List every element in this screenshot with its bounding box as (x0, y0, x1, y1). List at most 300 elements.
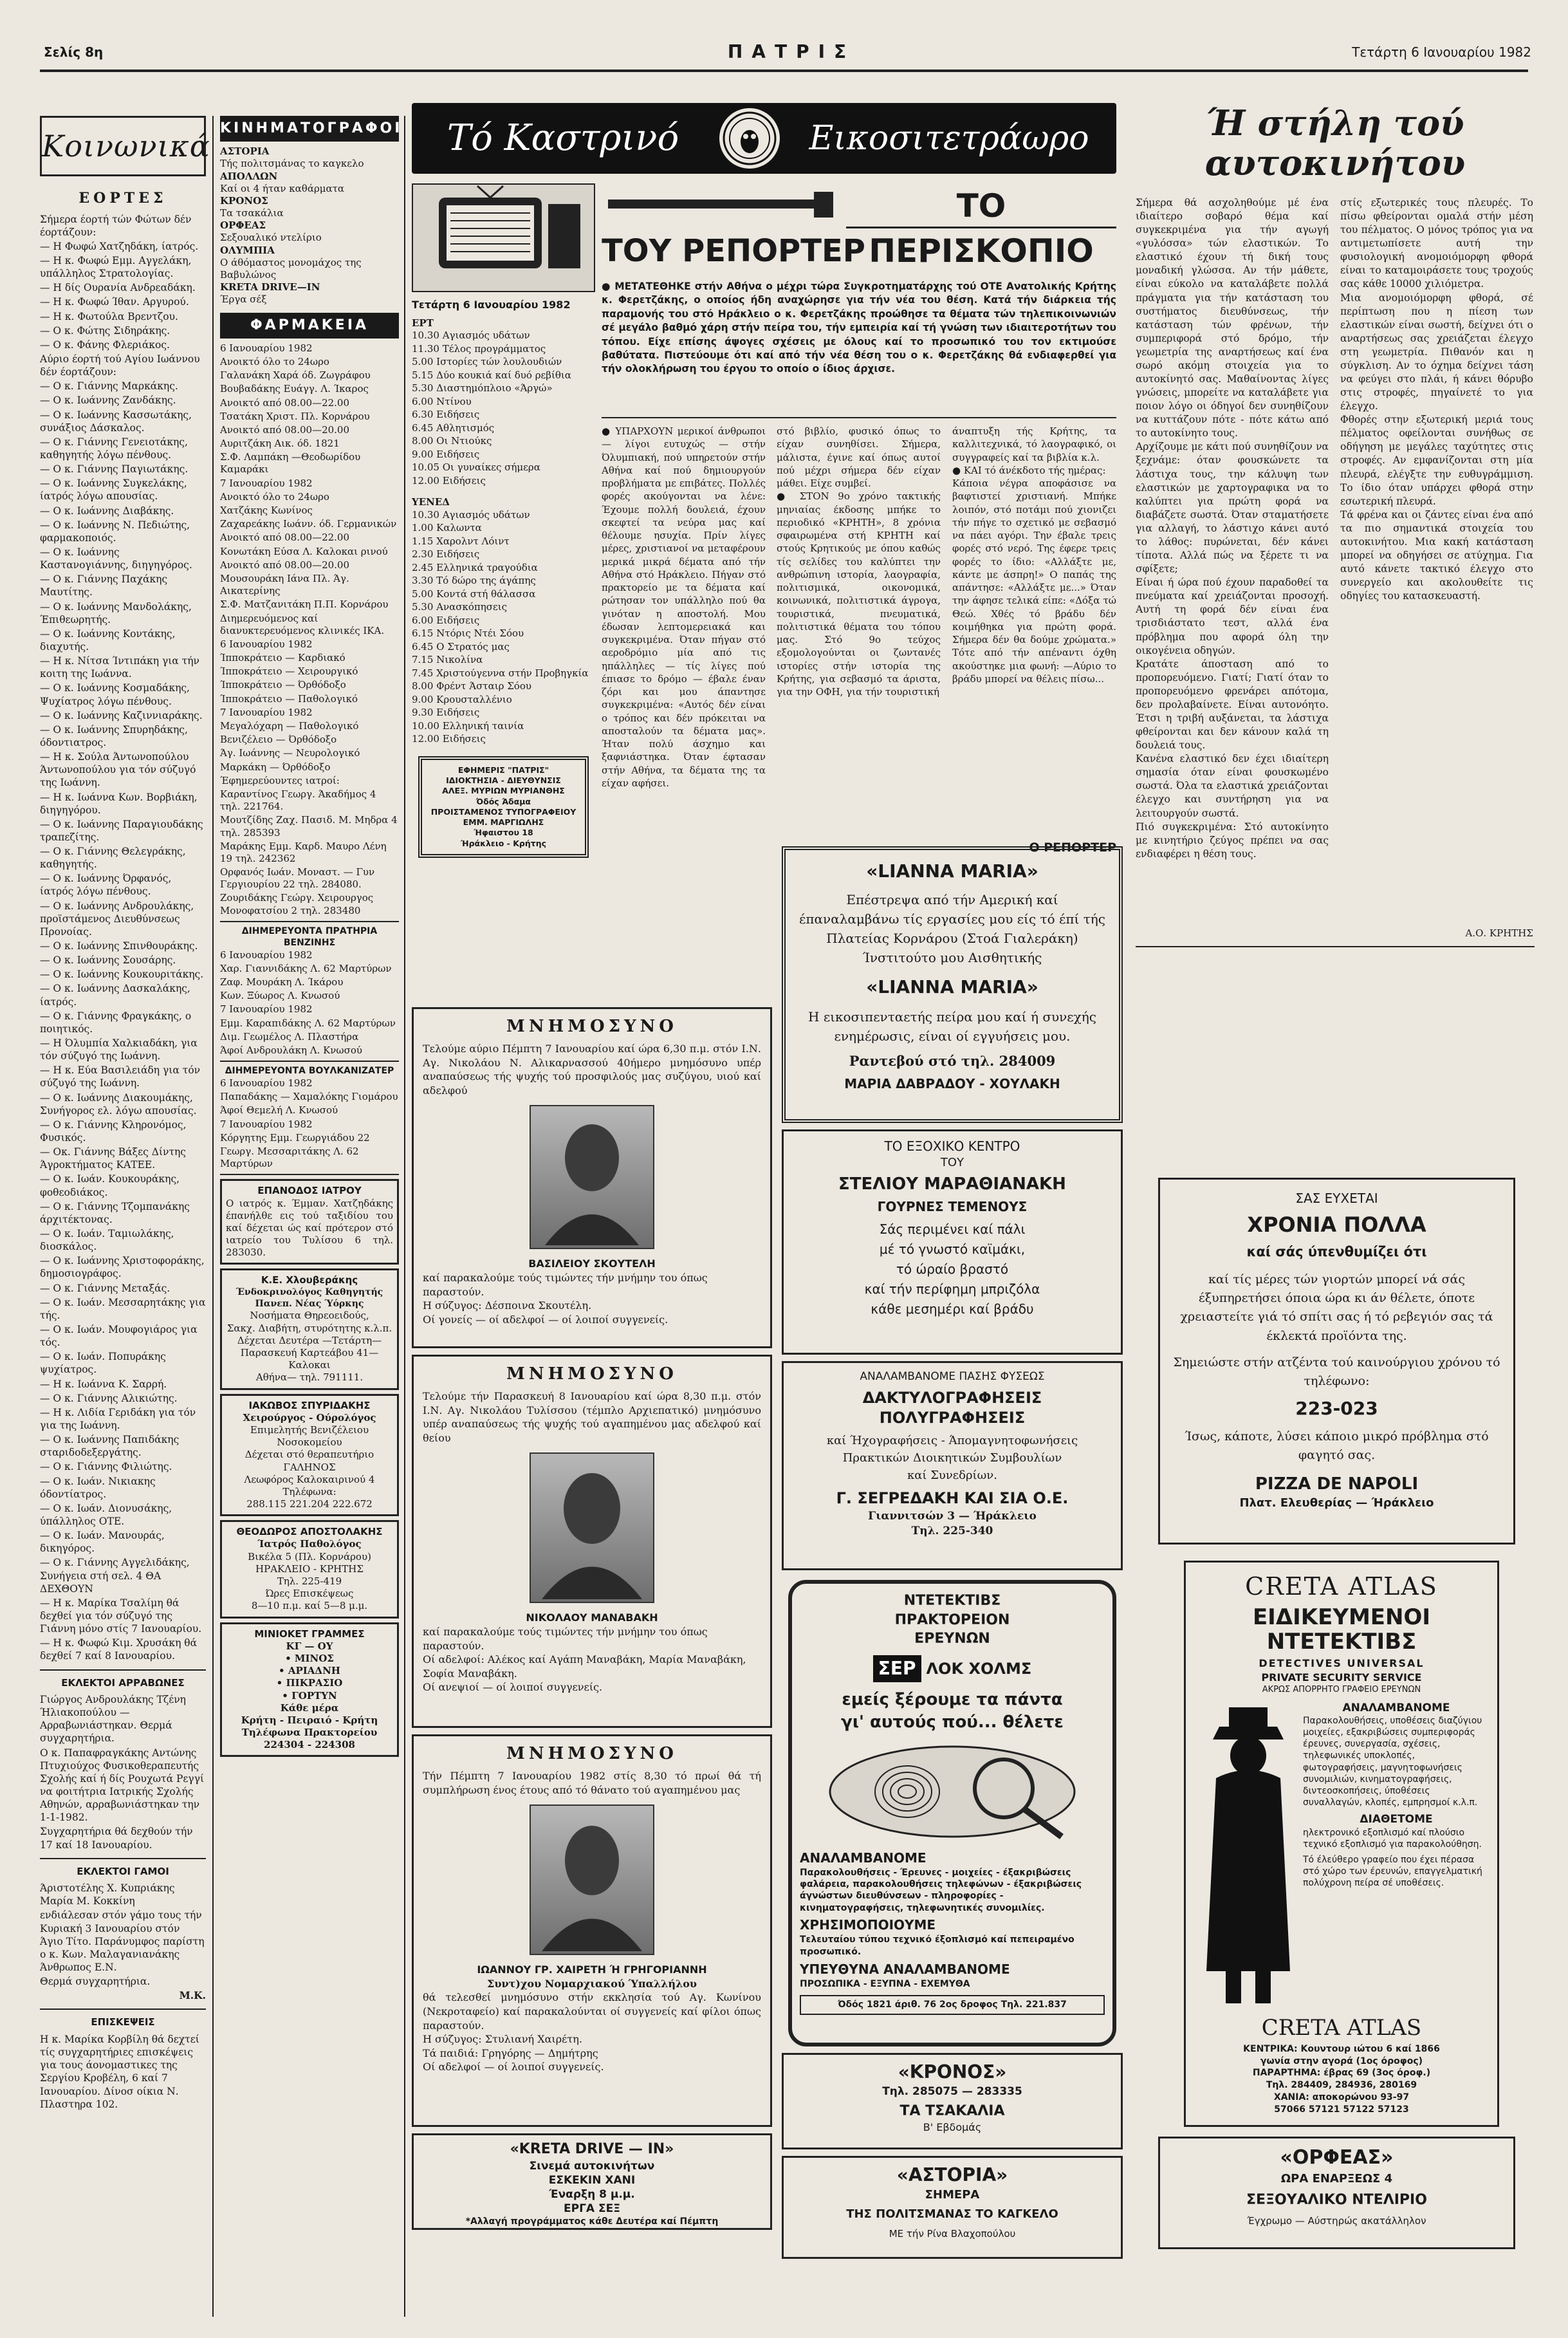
column-divider (212, 116, 214, 2317)
pharmacy-line: Έφημερεύουντες ιατροί: (220, 774, 340, 786)
eortes-item: — Ο κ. Ιωάννης Σπυρηδάκης, όδοντιατρος. (40, 723, 188, 748)
kreta-drive-line: Σινεμά αυτοκινήτων (529, 2159, 655, 2173)
mini-line: Τηλέφωνα Πρακτορείου (241, 1727, 378, 1739)
vulcanizer-list (220, 1077, 399, 1170)
yened-program: 6.00 Ειδήσεις (412, 614, 480, 626)
yened-program: 6.15 Ντόρις Ντέι Σόου (412, 627, 524, 640)
orfeas-cast: Έγχρωμο — Αύστηρώς ακατάλληλον (1247, 2215, 1426, 2227)
cinema-movie: Τα τσακάλια (220, 207, 284, 219)
petrol-line: Χαρ. Γιαννιδάκης Λ. 62 Μαρτύρων (220, 962, 392, 974)
exoxiko-line: Σάς περιμένει καί πάλι (879, 1221, 1026, 1238)
cinema-movie: Σεξουαλικό ντελίριο (220, 232, 322, 244)
kreta-drive-line: ΕΣΚΕΚΙΝ ΧΑΝΙ (548, 2173, 636, 2187)
eortes-item: — Η κ. Φωτούλα Βρεντζου. (40, 310, 178, 322)
pizza-text2: Σημειώστε στήν ατζέντα τού καινούργιου χρόνου τό τηλέφωνο: (1173, 1355, 1500, 1388)
pharmacy-line: Σ.Φ. Ματζανιτάκη Π.Π. Κορνάρου (220, 598, 389, 611)
kronos-phone: Τηλ. 285075 — 283335 (882, 2084, 1022, 2098)
eortes-item: — Η κ. Φωφώ Εμμ. Αγγελάκη, υπάλληλος Στρατολογίας. (40, 255, 192, 280)
creta-atlas-sub3: ΑΚΡΩΣ ΑΠΟΡΡΗΤΟ ΓΡΑΦΕΙΟ ΕΡΕΥΝΩΝ (1262, 1685, 1421, 1695)
yened-title: ΥΕΝΕΔ (412, 496, 450, 508)
cinema-name: ΟΡΦΕΑΣ (220, 219, 266, 232)
typing-title: ΔΑΚΤΥΛΟΓΡΑΦΗΣΕΙΣ ΠΟΛΥΓΡΑΦΗΣΕΙΣ (862, 1388, 1042, 1427)
eortes-item: — Ο κ. Ιωάν. Μουφογιάρος για τός. (40, 1323, 198, 1349)
patris-line: ΠΡΟΙΣΤΑΜΕΝΟΣ ΤΥΠΟΓΡΑΦΕΙΟΥ (430, 806, 576, 817)
portrait-photo (530, 1105, 654, 1249)
petrol-line: 7 Ιανουαρίου 1982 (220, 1003, 313, 1016)
ke-line: Νοσήματα Θηρεοειδούς, (250, 1310, 369, 1322)
doctor-box (220, 1179, 399, 1265)
eortes-item: — Ο κ. Ιωάν. Κουκουράκης, φοθεοδιάκος. (40, 1173, 180, 1198)
doctor-title: ΕΠΑΝΟΔΟΣ ΙΑΤΡΟΥ (257, 1185, 362, 1197)
typing-phone: Τηλ. 225-340 (911, 1524, 993, 1537)
eortes-item: — Ο κ. Ιωάννης Σπινθουράκης. (40, 940, 198, 952)
fingerprint-graphic (811, 1740, 1094, 1843)
vulcanizer-line: 7 Ιανουαρίου 1982 (220, 1118, 313, 1130)
theodoros-line: Βικέλα 5 (Πλ. Κορνάρου) (248, 1550, 371, 1563)
sherlock-logo-text: ΛΟΚ ΧΟΛΜΣ (926, 1659, 1032, 1678)
mnimosyno-name: ΒΑΣΙΛΕΙΟΥ ΣΚΟΥΤΕΛΗ (528, 1257, 656, 1270)
arravones-item: Ο κ. Παπαφραγκάκης Αντώνης Πτυχιούχος Φυσικοθεραπευτής Σχολής καί ή δίς Ρουχωτά Ρεγγί να φοιτήτρια Ιατρικής Σχολής Αθηνών, αρραβωνιάστηκαν την 1-1-1982. (40, 1747, 205, 1824)
pharmacy-line: Ίπποκράτειο — Καρδιακό (220, 652, 346, 664)
magnifier-fingerprint-icon (811, 1740, 1094, 1843)
eortes-item: — Ο κ. Ιωάννης Σουσάρης. (40, 954, 176, 967)
periskopio-paragraph: ● ΥΠΑΡΧΟΥΝ μερικοί άνθρωποι — λίγοι ευτυχώς — στήν Όλυμπιακή, πού υπηρετούν στήν Αθήνα καί πού δημιουργούν προβλήματα με επιβάτες. Πολλές φορές ακούγονται να λένε: Έχουμε πολλή δουλειά, έχουν σκεφτεί τα νεύρα μας καί θέλουμε ησυχία. Πρίν λίγες μέρες, χριστιανοί να μεταφέρουν μερικά μικρά δέματα από τήν Αθήνα στό Ηράκλειο. Πήγαν στό πρακτορείο με τα δέματα καί ρώτησαν τον υπάλληλο πού θα γινόταν η αποστολή. Μου έδωσαν λεπτομερειακά και συγκεκριμένα. Όταν πήγαν στό αεροδρόμιο μία από τις ηπάλληλες — τίς λίγες πού έπιασε το δρόμο — έβαλε έναν ζόρι και μου άπαντησε συγκεκριμένα: «Αυτός δέν είναι ο τρόπος και δέν πρόκειται να αποσταλούν τα δέματα μας». Ήταν πολύ άσχημο και ξαφνιάστηκα. Όταν έφτασαν στήν Αθήνα, τα δέματα της τα είχαν αφήσει. (602, 425, 766, 789)
periskopio-subtitle: ΤΟΥ ΡΕΠΟΡΤΕΡ (602, 233, 865, 269)
eortes-item: — Ο κ. Ιωάννης Χριστοφοράκης, δημοσιογράφος. (40, 1255, 205, 1280)
vulcanizer-line: Παπαδάκης — Χαμαλόκης Γιομάρου (220, 1091, 398, 1103)
lianna-name: ΜΑΡΙΑ ΔΑΒΡΑΔΟΥ - ΧΟΥΛΑΚΗ (844, 1075, 1060, 1091)
gamoi-list (40, 1882, 206, 1988)
sherlock-title: ΝΤΕΤΕΚΤΙΒΣ ΠΡΑΚΤΟΡΕΙΟΝ ΕΡΕΥΝΩΝ (894, 1593, 1010, 1647)
eortes-item: — Ο κ. Ιωάννης Μανδολάκης, Έπιθεωρητής. (40, 600, 192, 626)
creta-atlas-sub2: PRIVATE SECURITY SERVICE (1261, 1671, 1422, 1684)
mini-line: ΚΓ — ΟΥ (286, 1640, 333, 1652)
eortes-item: — Ο κ. Ιωάννης Καζιννιαράκης. (40, 709, 203, 721)
creta-atlas-desc: Παρακολουθήσεις, υποθέσεις διαζύγιου μοιχείες, εξακριβώσεις συμπεριφοράς έρευνες, συνεργασία, σχέσεις, τηλεφωνικές υποκλοπές, φωτογραφήσεις, μαγνητοφωνήσεις συνομιλιών, κινηματογραφήσεις, διντεοσκοπήσεις, ύποθέσεις συναλλαγών, κλοπές, εμπρησμοί κ.λ.π. (1303, 1715, 1482, 1808)
ke-line: Δέχεται Δευτέρα —Τετάρτη—Παρασκευή Καρτεάβου 41—Καλοκαι (237, 1334, 382, 1371)
pizza-text: καί τίς μέρες τών γιορτών μπορεί νά σάς έξυπηρετήσει όποια ώρα κι άν θέλετε, όποτε χρειαστείτε γιά τό σπίτι σας ή τό ρεβεγιόν σας τά έκλεκτά προϊόντα της. (1180, 1272, 1493, 1343)
iakovos-line: Επιμελητής Βενιζέλειου Νοσοκομείου (250, 1424, 369, 1449)
banner-left-text: Τό Καστρινό (447, 117, 679, 159)
orfeas-ad (1158, 2137, 1515, 2249)
typing-address: Γιαννιτσών 3 — Ήράκλειο (868, 1509, 1037, 1523)
mini-line: 224304 - 224308 (264, 1739, 355, 1751)
pizza-text3: Ίσως, κάποτε, λύσει κάποιο μικρό πρόβλημα στό φαγητό σας. (1185, 1429, 1489, 1462)
pharmacy-line: Μουτζίδης Ζαχ. Πασιδ. Μ. Μηδρα 4 τηλ. 285393 (220, 814, 398, 839)
exoxiko-list (790, 1220, 1114, 1319)
sherlock-logo-box: ΣΕΡ (873, 1655, 921, 1682)
lianna-text: Επέστρεψα από τήν Αμερική καί έπαναλαμβάνω τίς εργασίες μου είς τό έπί τής Πλατείας Κορνάρου (Στοά Γιαλεράκη) Ίνστιτούτο μου Αισθητικής (799, 891, 1105, 965)
tv-date: Τετάρτη 6 Ιανουαρίου 1982 (412, 299, 571, 311)
kreta-drive-line: Έναρξη 8 μ.μ. (549, 2187, 635, 2201)
iakovos-line: Δέχεται στό θεραπευτήριο ΓΑΛΗΝΟΣ (244, 1449, 374, 1473)
creta-atlas-line: Τηλ. 284409, 284936, 280169 (1266, 2080, 1417, 2091)
pharmacy-line: Ανοικτό όλο το 24ωρο (220, 490, 329, 503)
sherlock-ad (788, 1580, 1116, 2046)
exoxiko-tou: ΤΟΥ (940, 1156, 964, 1169)
creta-atlas-line: ΠΑΡΑΡΤΗΜΑ: έβρας 69 (3ος όροφ.) (1252, 2068, 1431, 2079)
eortes-item: — Ο κ. Γιάννης Αγγελιδάκης, Συνήγεια στή σελ. 4 ΘΑ ΔΕΧΘΟΥΝ (40, 1557, 190, 1595)
pizza-ad (1158, 1178, 1515, 1545)
periskopio-paragraph: άναπτυξη τής Κρήτης, τα καλλιτεχνικά, τό λαογραφικό, οι συγγραφείς καί τα βιβλία κ.λ. (952, 425, 1116, 463)
pharmacy-line: Γαλανάκη Χαρά όδ. Ζωγράφου (220, 369, 371, 382)
ert-list (412, 329, 595, 487)
pharmacy-line: Καραντίνος Γεωργ. Άκαδήμος 4 τηλ. 221764. (220, 788, 376, 813)
eortes-item: — Οκ. Γιάννης Βάξες Δίντης Άγροκτήματος ΚΑΤΕΕ. (40, 1146, 186, 1171)
yened-program: 9.30 Ειδήσεις (412, 707, 480, 719)
petrol-line: Εμμ. Καραπιδάκης Λ. 62 Μαρτύρων (220, 1017, 396, 1029)
mnimosyno-name: ΙΩΑΝΝΟΥ ΓΡ. ΧΑΙΡΕΤΗ Ή ΓΡΗΓΟΡΙΑΝΝΗ (477, 1963, 707, 1976)
kronos-ad (782, 2053, 1123, 2149)
vulcanizer-line: Κόργητης Εμμ. Γεωργιάδου 22 (220, 1131, 370, 1144)
vulcanizer-line: Άφοί Θεμελή Λ. Κνωσού (220, 1104, 338, 1117)
eortes-item: Σήμερα έορτή τών Φώτων δέν έορτάζουν: (40, 213, 192, 238)
typing-line: Πρακτικών Διοικητικών Συμβουλίων (842, 1451, 1062, 1465)
eortes-item: — Ο κ. Γιάννης Παγιωτάκης. (40, 463, 189, 476)
periskopio-signature: Ο ΡΕΠΟΡΤΕΡ (1029, 840, 1116, 855)
yened-program: 7.45 Χριστούγεννα στήν Προβηγκία (412, 667, 589, 679)
creta-atlas-list (1194, 2043, 1490, 2116)
creta-atlas-desc3: Τό έλεύθερο γραφείο που έχει πέρασα στό χώρο των έρευνών, επαγγελματική πολύχρονη πείρα σέ υποθέσεις. (1303, 1854, 1482, 1889)
page-header (0, 0, 1568, 97)
cinema-name: ΟΛΥΜΠΙΑ (220, 244, 275, 256)
periskopio-col3 (952, 425, 1116, 837)
creta-atlas-head2: ΔΙΑΘΕΤΟΜΕ (1360, 1813, 1433, 1826)
eortes-item: — Ο κ. Ιωάννης Κοντάκης, διαχυτής. (40, 627, 176, 653)
sherlock-head: ΑΝΑΛΑΜΒΑΝΟΜΕ (800, 1850, 927, 1866)
typing-list (790, 1432, 1114, 1484)
eortes-item: — Η δίς Ουρανία Ανδρεαδάκη. (40, 282, 196, 294)
stili-paragraph: Κανένα ελαστικό δεν έχει ιδιαίτερη σημασία όταν είναι φουσκωμένο σωστά. Όλα τα ελαστικά χρειάζονται έλεγχο και συντήρηση για να λειτουργούν σωστά. (1136, 753, 1329, 819)
patris-line: Όδός Άδαμα (476, 796, 531, 806)
creta-atlas-desc2: ηλεκτρονικό εξοπλισμό καί πλούσιο τεχνικό εξοπλισμό για παρακολούθηση. (1303, 1827, 1482, 1850)
page-number: Σελίς 8η (44, 44, 104, 60)
kreta-drive-list (419, 2159, 765, 2216)
pharmacy-line: Διημερευόμενος καί διανυκτερευόμενος κλινικές ΙΚΑ. (220, 612, 385, 636)
mnimosyno-family1: Η σύζυγος: Δέσποινα Σκουτέλη. (423, 1299, 592, 1312)
pizza-big2: καί σάς ύπενθυμίζει ότι (1246, 1244, 1427, 1260)
mini-title: ΜΙΝΙΟΚΕΤ ΓΡΑΜΜΕΣ (254, 1628, 365, 1640)
exoxiko-line: κάθε μεσημέρι καί βράδυ (871, 1301, 1034, 1317)
eortes-item: — Η κ. Φωφώ Ίθαν. Αργυρού. (40, 296, 189, 308)
astoria-ad (782, 2156, 1123, 2259)
mnimosyno-family3: Οί αδελφοί — οί λοιποί συγγενείς. (423, 2061, 604, 2074)
mnimosyno-text: Τήν Πέμπτη 7 Ιανουαρίου 1982 στίς 8,30 τό πρωί θά τή συμπλήρωση ένος έτους από τό θάνατο τού αγαπημένου μας (423, 1770, 761, 1796)
typing-line: καί Συνεδρίων. (907, 1469, 997, 1483)
theodoros-subtitle: Ίατρός Παθολόγος (257, 1538, 362, 1550)
eortes-item: — Η κ. Εύα Βασιλειάδη για τόν σύζυγό της Ιωάννη. (40, 1064, 201, 1090)
yened-program: 12.00 Ειδήσεις (412, 733, 486, 745)
mnimosyno-3 (412, 1734, 772, 2127)
column-divider (404, 116, 405, 2317)
pizza-phone: 223-023 (1295, 1398, 1378, 1420)
stili-paragraph: Αρχίζουμε με κάτι πού συνηθίζουν να ξεχνάμε: όταν φουσκώνετε τα λάστιχα τους, την κάλυψη των ελαστικών με χαρτογραφικα να το καλύπτει για πρώτη φορά να διαβάζετε σωστά. Όταν σταματήσετε για αλλαγή, το λάστιχο κάνει αυτό το λάθος: πυρώνεται, δέν κάνει τίποτα. Αλλά πώς να ξέρετε τι να σφίξετε; (1136, 441, 1329, 575)
iakovos-line: 288.115 221.204 222.672 (246, 1498, 373, 1510)
pharmacy-line: Μεγαλόχαρη — Παθολογικό (220, 720, 359, 732)
astoria-cast: ΜΕ τήν Ρίνα Βλαχοπούλου (889, 2228, 1016, 2240)
ert-program: 10.05 Οι γυναίκες σήμερα (412, 461, 540, 474)
mnimosyno-title: ΜΝΗΜΟΣΥΝΟ (506, 1744, 678, 1763)
pharmacy-line: Μαρκάκη — Όρθόδοξο (220, 761, 331, 773)
kreta-drive-title: «KRETA DRIVE — IN» (510, 2141, 674, 2157)
astoria-title: «ΑΣΤΟΡΙΑ» (896, 2164, 1008, 2185)
ert-program: 5.00 Ιστορίες τών λουλουδιών (412, 356, 562, 368)
stili-paragraph: Κρατάτε άποσταση από το προπορευόμενο. Γιατί; Γιατί όταν το προπορευόμενο φρενάρει απότομα, δεν προλαβαίνετε. Είναι αυτονόητο. Έτσι η τριβή αυξάνεται, τα λάστιχα φθείρονται και δεν κάνουν καλά τη δουλειά τους. (1136, 658, 1329, 752)
creta-atlas-ad (1184, 1561, 1499, 2127)
ke-subtitle: Ένδοκρινολόγος Καθηγητής Πανεπ. Νέας Ύόρκης (235, 1286, 383, 1309)
periskopio-title: ΤΟ ΠΕΡΙΣΚΟΠΙΟ (846, 183, 1116, 228)
sherlock-desc: Παρακολουθήσεις - Έρευνες - μοιχείες - έξακριβώσεις φαλάρεια, παρακολουθήσεις τηλεφώνων - έξακριβώσεις άγνώστων διευθύνσεων - πληροφορίες - κινηματογραφήσεις, τηλεφωνητικές συνομιλίες. (800, 1868, 1082, 1913)
pharmacy-line: Μουσουράκη Ιάνα Πλ. Άγ. Αικατερίνης (220, 572, 349, 597)
pharmacy-line: Ίπποκράτειο — Χειρουργικό (220, 665, 358, 678)
iakovos-line: Τηλέφωνα: (282, 1485, 337, 1498)
yened-program: 1.15 Χαρολντ Λόιντ (412, 535, 510, 547)
sherlock-head2: ΧΡΗΣΙΜΟΠΟΙΟΥΜΕ (800, 1916, 936, 1933)
pharmacy-line: Ανοικτό από 08.00—22.00 (220, 396, 350, 409)
yened-program: 7.15 Νικολίνα (412, 654, 483, 666)
theodoros-line: 8—10 π.μ. καί 5—8 μ.μ. (251, 1600, 368, 1612)
theodoros-list (226, 1551, 393, 1613)
gamoi-item: Άριστοτέλης Χ. Κυπριάκης Μαρία Μ. Κοκκίνη (40, 1882, 175, 1907)
eortes-item: — Ο κ. Ιωάννης Κασσωτάκης, συνάξιος Δάσκαλος. (40, 409, 192, 434)
header-date: Τετάρτη 6 Ιανουαρίου 1982 (1352, 44, 1531, 60)
mnimosyno-family2: Οί γονείς — οί αδελφοί — οί λοιποί συγγενείς. (423, 1313, 669, 1326)
yened-program: 8.00 Φρέντ Άσταιρ Σόου (412, 680, 531, 692)
stili-paragraph: Τά φρένα και οι ζάντες είναι ένα από τα πιο σημαντικά στοιχεία του αυτοκινήτου. Μια κακή κατάσταση μπορεί να οδηγήσει σε ατύχημα. Για αυτό κάνετε τακτικό έλεγχο στο συνεργείο και ακολουθείτε τις οδηγίες του κατασκευαστή. (1340, 508, 1533, 602)
ert-program: 5.30 Διαστημόπλοιο «Άργώ» (412, 382, 553, 394)
creta-atlas-line: γωνία στην αγορά (1ος όροφος) (1260, 2055, 1423, 2066)
orfeas-hours: ΩΡΑ ΕΝΑΡΞΕΩΣ 4 (1280, 2171, 1393, 2185)
yened-program: 10.00 Ελληνική ταινία (412, 719, 524, 732)
stili-paragraph: Σήμερα θά ασχοληθούμε μέ ένα ιδιαίτερο σοβαρό θέμα καί συγκεκριμένα για τήν αγωγή «γυλόσσα» τών ελαστικών. Το ελαστικό έχουν τή δική τους μοναδική γλώσσα. Αν τήν μάθετε, είναι εύκολο να καταλάβετε πολλά πράγματα για τήν κατάσταση του συστήματος διευθύνσεως, τήν κατάσταση τών φρένων, τήν συμπεριφορά στό δρόμο, τήν γεωμετρία της αναρτήσεως καί ένα σωρό ακόμη στοιχεία για το αυτοκίνητό σας. Μαθαίνοντας λίγες γνώσεις, μπορείτε να καταλάβετε για ποιον λόγο οι όδηγοί δεν συνηθίζουν να κυττάζουν πότε - πότε κάτω από το αυτοκίνητο τους. (1136, 197, 1329, 440)
yened-program: 5.00 Κοντά στή θάλασσα (412, 588, 536, 600)
typing-head: ΑΝΑΛΑΜΒΑΝΟΜΕ ΠΑΣΗΣ ΦΥΣΕΩΣ (860, 1370, 1045, 1383)
kreta-drive-line: ΕΡΓΑ ΣΕΞ (564, 2202, 620, 2215)
portrait-photo (530, 1805, 654, 1955)
pizza-wish: ΣΑΣ ΕΥΧΕΤΑΙ (1295, 1191, 1378, 1206)
sherlock-slogan2: γι' αυτούς πού... θέλετε (841, 1712, 1064, 1732)
eortes-item: — Ο κ. Γιάννης Γενειοτάκης, καθηγητής λόγω πένθους. (40, 436, 188, 461)
detective-figure (1194, 1701, 1303, 2010)
creta-atlas-title: CRETA ATLAS (1245, 1572, 1438, 1600)
eortes-item: — Ο κ. Ιωάννης Παπιδάκης σταριδοδεξεργάτης. (40, 1434, 180, 1459)
yened-program: 10.30 Αγιασμός υδάτων (412, 508, 530, 521)
arravones-item: Συγχαρητήρια θά δεχθούν τήν 17 καί 18 Ιανουαρίου. (40, 1826, 193, 1851)
orfeas-movie: ΣΕΞΟΥΑΛΙΚΟ ΝΤΕΛΙΡΙΟ (1246, 2191, 1427, 2208)
pizza-address: Πλατ. Ελευθερίας — Ήράκλειο (1239, 1496, 1434, 1510)
yened-program: 5.30 Ανασκόπησεις (412, 601, 508, 613)
exoxiko-line: μέ τό γνωστό καϊμάκι, (879, 1241, 1026, 1257)
kronos-week: Β' Εβδομάς (923, 2121, 982, 2134)
eortes-item: — Ο κ. Φώτης Σιδηράκης. (40, 324, 171, 337)
eortes-item: — Ο κ. Ιωάννης Κουκουριτάκης. (40, 969, 204, 981)
episkepseis-title: ΕΠΙΣΚΕΨΕΙΣ (91, 2016, 155, 2028)
mini-line: • ΜΙΝΟΣ (285, 1652, 334, 1664)
banner-right-text: Εικοσιτετράωρο (809, 119, 1089, 158)
eortes-item: — Ο κ. Γιάννης Μαρκάκης. (40, 380, 178, 393)
theodoros-box (220, 1520, 399, 1618)
mnimosyno-text2: καί παρακαλούμε τούς τιμώντες τήν μνήμην του όπως παραστούν. (423, 1626, 708, 1652)
sherlock-desc2: Τελευταίου τύπου τεχνικό έξοπλισμό καί πεπειραμένο προσωπικό. (800, 1934, 1075, 1957)
eortes-item: — Η κ. Σούλα Άντωνοπούλου Άντωνοπούλου για τόν σύζυγό της Ιωάννη. (40, 751, 196, 789)
episkepseis-list (40, 2033, 206, 2111)
iakovos-title: ΙΑΚΩΒΟΣ ΣΠΥΡΙΔΑΚΗΣ (248, 1399, 371, 1411)
portrait-photo (530, 1452, 654, 1603)
mnimosyno-2 (412, 1355, 772, 1728)
eortes-item: — Ο κ. Ιωάννης Διαβάκης. (40, 505, 174, 517)
patris-line: ΕΦΗΜΕΡΙΣ "ΠΑΤΡΙΣ" (457, 765, 549, 775)
tv-column (412, 183, 595, 1001)
periskopio-paragraph: ● ΚΑΙ τό άνέκδοτο τής ημέρας: (952, 464, 1106, 476)
eortes-item: — Ο κ. Ιωάν. Διονυσάκης, ύπάλληλος ΟΤΕ. (40, 1502, 172, 1527)
exoxiko-name: ΣΤΕΛΙΟΥ ΜΑΡΑΘΙΑΝΑΚΗ (838, 1174, 1066, 1194)
exoxiko-title: ΤΟ ΕΞΟΧΙΚΟ ΚΕΝΤΡΟ (884, 1138, 1020, 1154)
gamoi-title: ΕΚΛΕΚΤΟΙ ΓΑΜΟΙ (77, 1865, 169, 1877)
cinema-name: ΑΠΟΛΛΩΝ (220, 170, 278, 182)
stili-paragraph: Φθορές στην εξωτερική μεριά τους πέλματος οφείλονται συνήθως σε οδήγηση με μεγάλες ταχύτητες στις στροφές. Αν εμφανίζονται στη μία πλευρά, ελέγξτε την ευθυγράμμιση. Το ίδιο όταν υπάρχει φθορά στην εσωτερική πλευρά. (1340, 414, 1533, 507)
eortes-item: — Ο κ. Φάνης Φλεριάκος. (40, 339, 170, 351)
detective-silhouette-icon (1194, 1701, 1303, 2010)
doctor-text: Ο ιατρός κ. Έμμαν. Χατζηδάκης έπανήλθε εις τού ταξιδίου του καί δέχεται ώς καί πρότερον στό ιατρείο του Τυλίσου 6 τηλ. 283030. (226, 1197, 393, 1259)
yened-program: 9.00 Κρουσταλλένιο (412, 693, 512, 705)
pizza-big: ΧΡΟΝΙΑ ΠΟΛΛΑ (1247, 1212, 1426, 1237)
sherlock-logo (800, 1655, 1105, 1682)
lianna-ad (782, 846, 1123, 1123)
petrol-list (220, 949, 399, 1057)
patris-box (418, 756, 589, 858)
exoxiko-line: τό ώραίο βραστό (896, 1261, 1009, 1277)
iakovos-list (226, 1424, 393, 1510)
eortes-item: Αύριο έορτή τού Αγίου Ιωάννου δέν έορτάζουν: (40, 353, 200, 378)
pharmacy-line: 7 Ιανουαρίου 1982 (220, 706, 313, 718)
pharmacy-line: 6 Ιανουαρίου 1982 (220, 342, 313, 354)
koinonika-title: Κοινωνικά (40, 116, 206, 176)
stili-title (1136, 103, 1535, 183)
episkepseis-item: Η κ. Μαρίκα Κορβίλη θά δεχτεί τίς συγχαρητήριες επισκέψεις για τους άονομαστικες της Σεργίου Κροβέλη, 6 καί 7 Ιανουαρίου. Δίνοσ οίκια Ν. Πλαστηρα 102. (40, 2033, 199, 2110)
pharmacy-line: 6 Ιανουαρίου 1982 (220, 638, 313, 650)
theodoros-line: Ώρες Επισκέψεως (265, 1588, 354, 1600)
cinema-title: ΚΙΝΗΜΑΤΟΓΡΑΦΟΙ (220, 116, 399, 142)
creta-atlas-head: ΑΝΑΛΑΜΒΑΝΟΜΕ (1342, 1701, 1450, 1714)
ert-program: 6.30 Ειδήσεις (412, 409, 480, 421)
typing-line: καί Ήχογραφήσεις - Άπομαγνητοφωνήσεις (826, 1434, 1078, 1448)
iakovos-box (220, 1394, 399, 1517)
gamoi-item: Θερμά συγχαρητήρια. (40, 1976, 151, 1988)
mnimosyno-family1: Οί αδελφοί: Αλέκος καί Αγάπη Μαναβάκη, Μαρία Μαναβάκη, Σοφία Μαναβάκη. (423, 1653, 746, 1680)
eortes-item: — Ο κ. Ιωάννης Ανδρουλάκης, προϊστάμενος Διευθύνσεως Προνοίας. (40, 900, 194, 938)
ert-title: ΕΡΤ (412, 317, 434, 329)
creta-atlas-big: ΕΙΔΙΚΕΥΜΕΝΟΙ ΝΤΕΤΕΚΤΙΒΣ (1252, 1604, 1431, 1655)
services-column (220, 116, 403, 2317)
eortes-item: — Ο κ. Ιωάννης Ζανδάκης. (40, 394, 176, 407)
petrol-line: 6 Ιανουαρίου 1982 (220, 949, 313, 961)
pharmacy-line: Βουβαδάκης Ευάγγ. Λ. Ίκαρος (220, 383, 369, 395)
pharmacy-line: Ανοικτό από 08.00—20.00 (220, 559, 350, 571)
portrait-icon (532, 1454, 652, 1599)
patris-line: ΙΔΙΟΚΤΗΣΙΑ - ΔΙΕΥΘΥΝΣΙΣ (446, 775, 561, 786)
pharmacy-line: Τσατάκη Χριστ. Πλ. Κορνάρου (220, 410, 370, 422)
lianna-text2: Η εικοσιπενταετής πείρα μου καί ή συνεχής ενημέρωσις, είναι οί εγγυήσεις μου. (808, 1008, 1096, 1044)
tv-graphic (412, 183, 595, 292)
exoxiko-ad (782, 1129, 1123, 1355)
lianna-title: «LIANNA MARIA» (866, 860, 1038, 882)
lianna-phone: Ραντεβού στό τηλ. 284009 (849, 1052, 1056, 1069)
cinema-movie: Τής πολιτσμάνας το καγκελο (220, 158, 364, 170)
pharmacy-line: Ίπποκράτειο — Όρθόδοξο (220, 679, 346, 691)
ke-box (220, 1268, 399, 1389)
petrol-line: Άφοί Ανδρουλάκη Λ. Κνωσού (220, 1044, 363, 1056)
portrait-icon (532, 1806, 652, 1951)
mnimosyno-text2: καί παρακαλούμε τούς τιμώντες τήν μνήμην του όπως παραστούν. (423, 1272, 708, 1298)
mini-list (226, 1640, 393, 1752)
pharmacy-list (220, 342, 399, 917)
arravones-item: Γιώργος Ανδρουλάκης Τζένη Ήλιακοπούλου — Αρραβωνιάστηκαν. Θερμά συγχαρητήρια. (40, 1694, 186, 1745)
petrol-title: ΔΙΗΜΕΡΕΥΟΝΤΑ ΠΡΑΤΗΡΙΑ ΒΕΝΖΙΝΗΣ (241, 925, 378, 948)
header-rule (40, 70, 1528, 72)
creta-atlas-sub1: DETECTIVES UNIVERSAL (1259, 1657, 1425, 1670)
pharmacy-line: Μαράκης Εμμ. Καρδ. Μαυρο Λένη 19 τηλ. 242362 (220, 840, 387, 864)
creta-atlas-line: 57066 57121 57122 57123 (1274, 2104, 1409, 2115)
patris-line: ΑΛΕΞ. ΜΥΡΙΩΝ ΜΥΡΙΑΝΘΗΣ (442, 786, 565, 796)
sherlock-head3: ΥΠΕΥΘΥΝΑ ΑΝΑΛΑΜΒΑΝΟΜΕ (800, 1961, 1010, 1977)
mnimosyno-text2: θά τελεσθεί μνημόσυνο στήν εκκλησία τού Αγ. Κωνίνου (Νεκροταφείο) καί παρακαλούνται οί συγγενείς καί φίλοι όπως παραστούν. (423, 1991, 761, 2032)
typing-company: Γ. ΣΕΓΡΕΔΑΚΗ ΚΑΙ ΣΙΑ Ο.Ε. (836, 1489, 1069, 1508)
exoxiko-place: ΓΟΥΡΝΕΣ ΤΕΜΕΝΟΥΣ (877, 1199, 1028, 1215)
periskopio-paragraph: ● ΣΤΟΝ 9ο χρόνο τακτικής μηνιαίας έκδοσης μπήκε το περιοδικό «ΚΡΗΤΗ», 8 χρόνια σφαιρωμένα στή ΚΡΗΤΗ καί στούς Κρητικούς με όπου καθώς τίς σελίδες του καλύπτει την ανθρώπινη ιστορία, λαογραφία, πολιτισμικά, οικονομικά, κοινωνικά, πολιτιστικά άγρογα, τουριστικά, πνευματικά, πολιτιστικά θέματα του τόπου μας. Στό 9ο τεύχος εξομολογούνται οι ζωντανές ιστορίες στήν ιστορία της Κρήτης, για σεβασμό τα άριστα, για την ΟΦΗ, για τήν τουριστική (777, 490, 941, 698)
yened-program: 2.45 Ελληνικά τραγούδια (412, 561, 538, 573)
koinonika-column (40, 116, 210, 2317)
kreta-drive-ad (412, 2133, 772, 2230)
eortes-item: — Ο κ. Γιάννης Παχάκης Μαυτίτης. (40, 573, 168, 598)
mini-line: Κρήτη - Πειραιό - Κρήτη (241, 1714, 378, 1726)
ke-line: Αθήνα— τηλ. 791111. (255, 1371, 364, 1384)
cinema-movie: Ο άθόμαστος μονομάχος της Βαβυλώνος (220, 256, 362, 281)
vulcanizer-title: ΔΙΗΜΕΡΕΥΟΝΤΑ ΒΟΥΛΚΑΝΙΖΑΤΕΡ (225, 1066, 394, 1077)
cinema-name: KRETA DRIVE—IN (220, 281, 320, 293)
eortes-item: — Ο κ. Γιάννης Αλικιώτης. (40, 1392, 178, 1404)
periskopio-paragraph: στό βιβλίο, φυσικό όπως το είχαν συνηθίσει. Σήμερα, μάλιστα, έγινε καί όπως αυτοί πού μέχρι σήμερα δέν είχαν μάθει. Είχε συμβεί. (777, 425, 941, 489)
ert-program: 6.00 Ντίνου (412, 395, 472, 407)
sherlock-address: Όδός 1821 άριθ. 76 2ος δροφος Τηλ. 221.837 (800, 1995, 1105, 2015)
mini-box (220, 1622, 399, 1758)
mnimosyno-family2: Τά παιδιά: Γρηγόρης — Δημήτρης (423, 2046, 598, 2059)
kronos-title: «ΚΡΟΝΟΣ» (898, 2061, 1007, 2083)
eortes-item: — Ο κ. Γιάννης Τζομπανάκης άρχιτέκτονας. (40, 1200, 190, 1225)
pharmacy-line: Άγ. Ιωάννης — Νευρολογικό (220, 747, 360, 759)
kronos-movie: ΤΑ ΤΣΑΚΑΛΙΑ (899, 2102, 1005, 2119)
stili-signature: Α.Ο. ΚΡΗΤΗΣ (1465, 927, 1533, 939)
theodoros-line: Τηλ. 225-419 (277, 1575, 342, 1588)
ert-program: 8.00 Οι Ντιούκς (412, 435, 492, 447)
pharmacy-title: ΦΑΡΜΑΚΕΙΑ (220, 313, 399, 339)
patris-line: ΕΜΜ. ΜΑΡΓΙΩΛΗΣ (463, 817, 544, 828)
periscope-icon (602, 187, 840, 225)
mnimosyno-subname: Συντ)χου Νομαρχιακού Ύπαλλήλου (487, 1977, 697, 1990)
patris-list (427, 765, 580, 849)
portrait-icon (532, 1106, 652, 1245)
stili-paragraph: Μια ανομοιόμορφη φθορά, σέ περίπτωση που η πίεση των ελαστικών είναι σωστή, δείχνει ότι ο αναρτήσεως σας χρειάζεται έλεγχο στη γεωμετρία. Πιθανόν και η σύγκλιση. Αν το όχημα δείχνει τάση να φεύγει στο πλάι, ή κάνει θόρυβο στις στροφές, πηγαίνετέ το για έλεγχο. (1340, 292, 1533, 413)
banner-emblem (719, 108, 780, 169)
periskopio-col1 (602, 425, 766, 997)
arravones-title: ΕΚΛΕΚΤΟΙ ΑΡΡΑΒΩΝΕΣ (61, 1676, 185, 1689)
eortes-item: — Ο κ. Γιάννης Φιλιώτης. (40, 1461, 172, 1473)
stili-paragraph: στίς εξωτερικές τους πλευρές. Το πίσω φθείρονται ομαλά στήν μέση του πέλματος. Ο μόνος τρόπος για να αντιμετωπίσετε αυτή την φυσιολογική ανομοιόμορφη φθορά είναι το καταμοιράσετε τους τροχούς σας κάθε 10000 χιλιόμετρα. (1340, 197, 1533, 290)
vulcanizer-line: 6 Ιανουαρίου 1982 (220, 1077, 313, 1090)
cinema-movie: Καί οι 4 ήταν καθάρματα (220, 182, 345, 194)
ert-program: 9.00 Ειδήσεις (412, 448, 480, 460)
yened-program: 1.00 Καλωντα (412, 522, 482, 534)
eortes-title: ΕΟΡΤΕΣ (78, 190, 167, 207)
